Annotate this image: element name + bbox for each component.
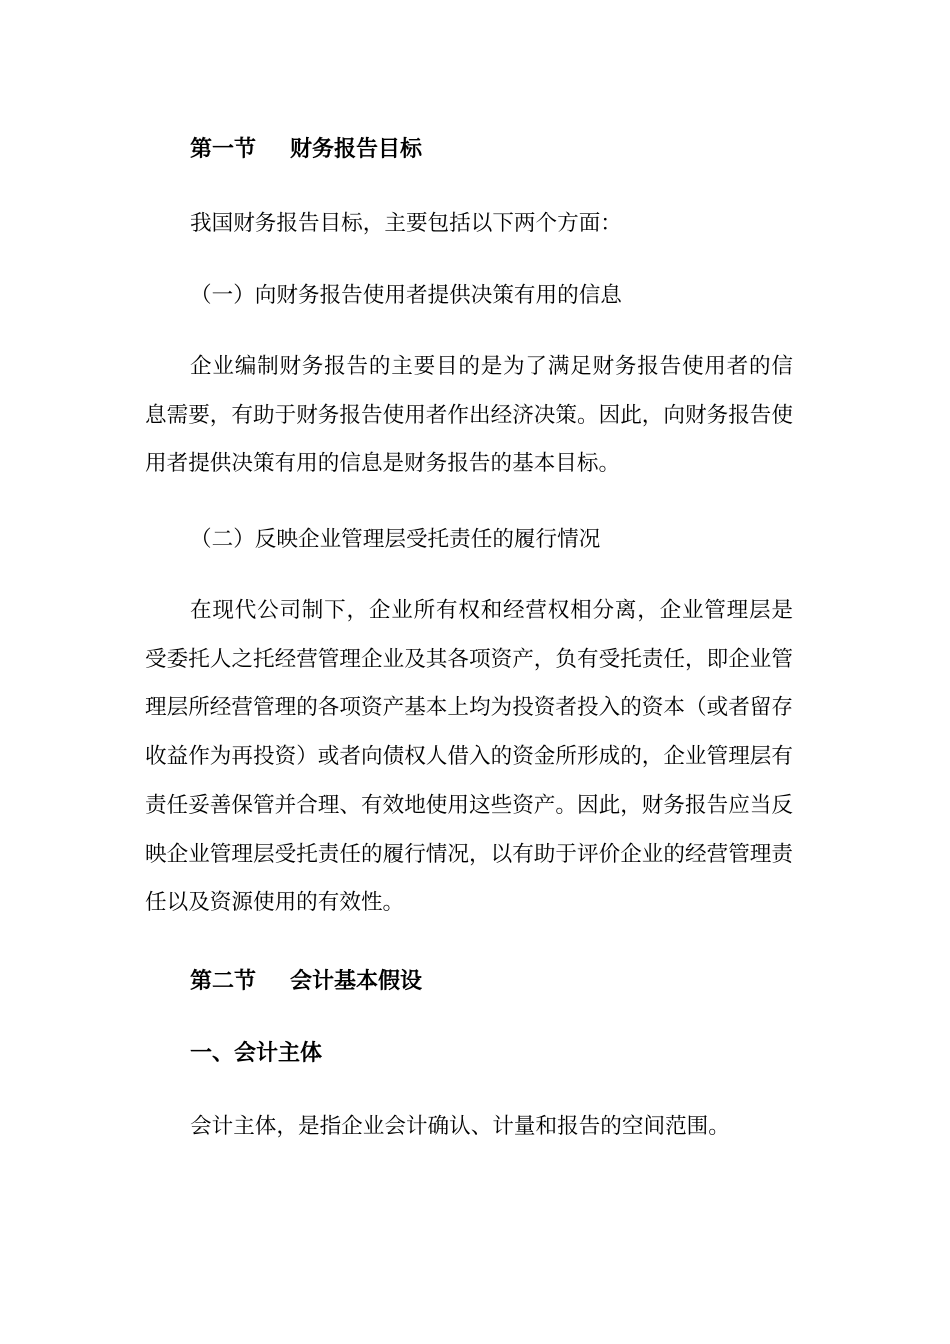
section-1-intro: 我国财务报告目标，主要包括以下两个方面： [190,211,622,236]
section-2-heading [190,970,422,994]
section-1-heading [190,138,422,162]
section-1-paragraph-2: 在现代公司制下，企业所有权和经营权相分离，企业管理层是受委托人之托经营管理企业及其各项资产，负有受托责任，即企业管理层所经营管理的各项资产基本上均为投资者投入的资本（或者留存收益作为再投资）或者向债权人借入的资金所形成的，企业管理层有责任妥善保管并合理、有效地使用这些资产。因此，财务报告应当反映企业管理层受托责任的履行情况，以有助于评价企业的经营管理责任以及资源使用的有效性。 [145,598,793,916]
section-1-subheading-2: （二）反映企业管理层受托责任的履行情况 [190,527,601,552]
section-1-number: 第一节 [190,137,257,162]
section-2-paragraph-1: 会计主体，是指企业会计确认、计量和报告的空间范围。 [190,1114,730,1139]
section-2-number: 第二节 [190,969,257,994]
section-2-subheading-1: 一、会计主体 [190,1041,323,1066]
section-1-title: 财务报告目标 [290,137,423,162]
section-1-paragraph-1: 企业编制财务报告的主要目的是为了满足财务报告使用者的信息需要，有助于财务报告使用者作出经济决策。因此，向财务报告使用者提供决策有用的信息是财务报告的基本目标。 [145,354,793,477]
section-1-subheading-1: （一）向财务报告使用者提供决策有用的信息 [190,283,622,308]
section-2-title: 会计基本假设 [290,969,423,994]
